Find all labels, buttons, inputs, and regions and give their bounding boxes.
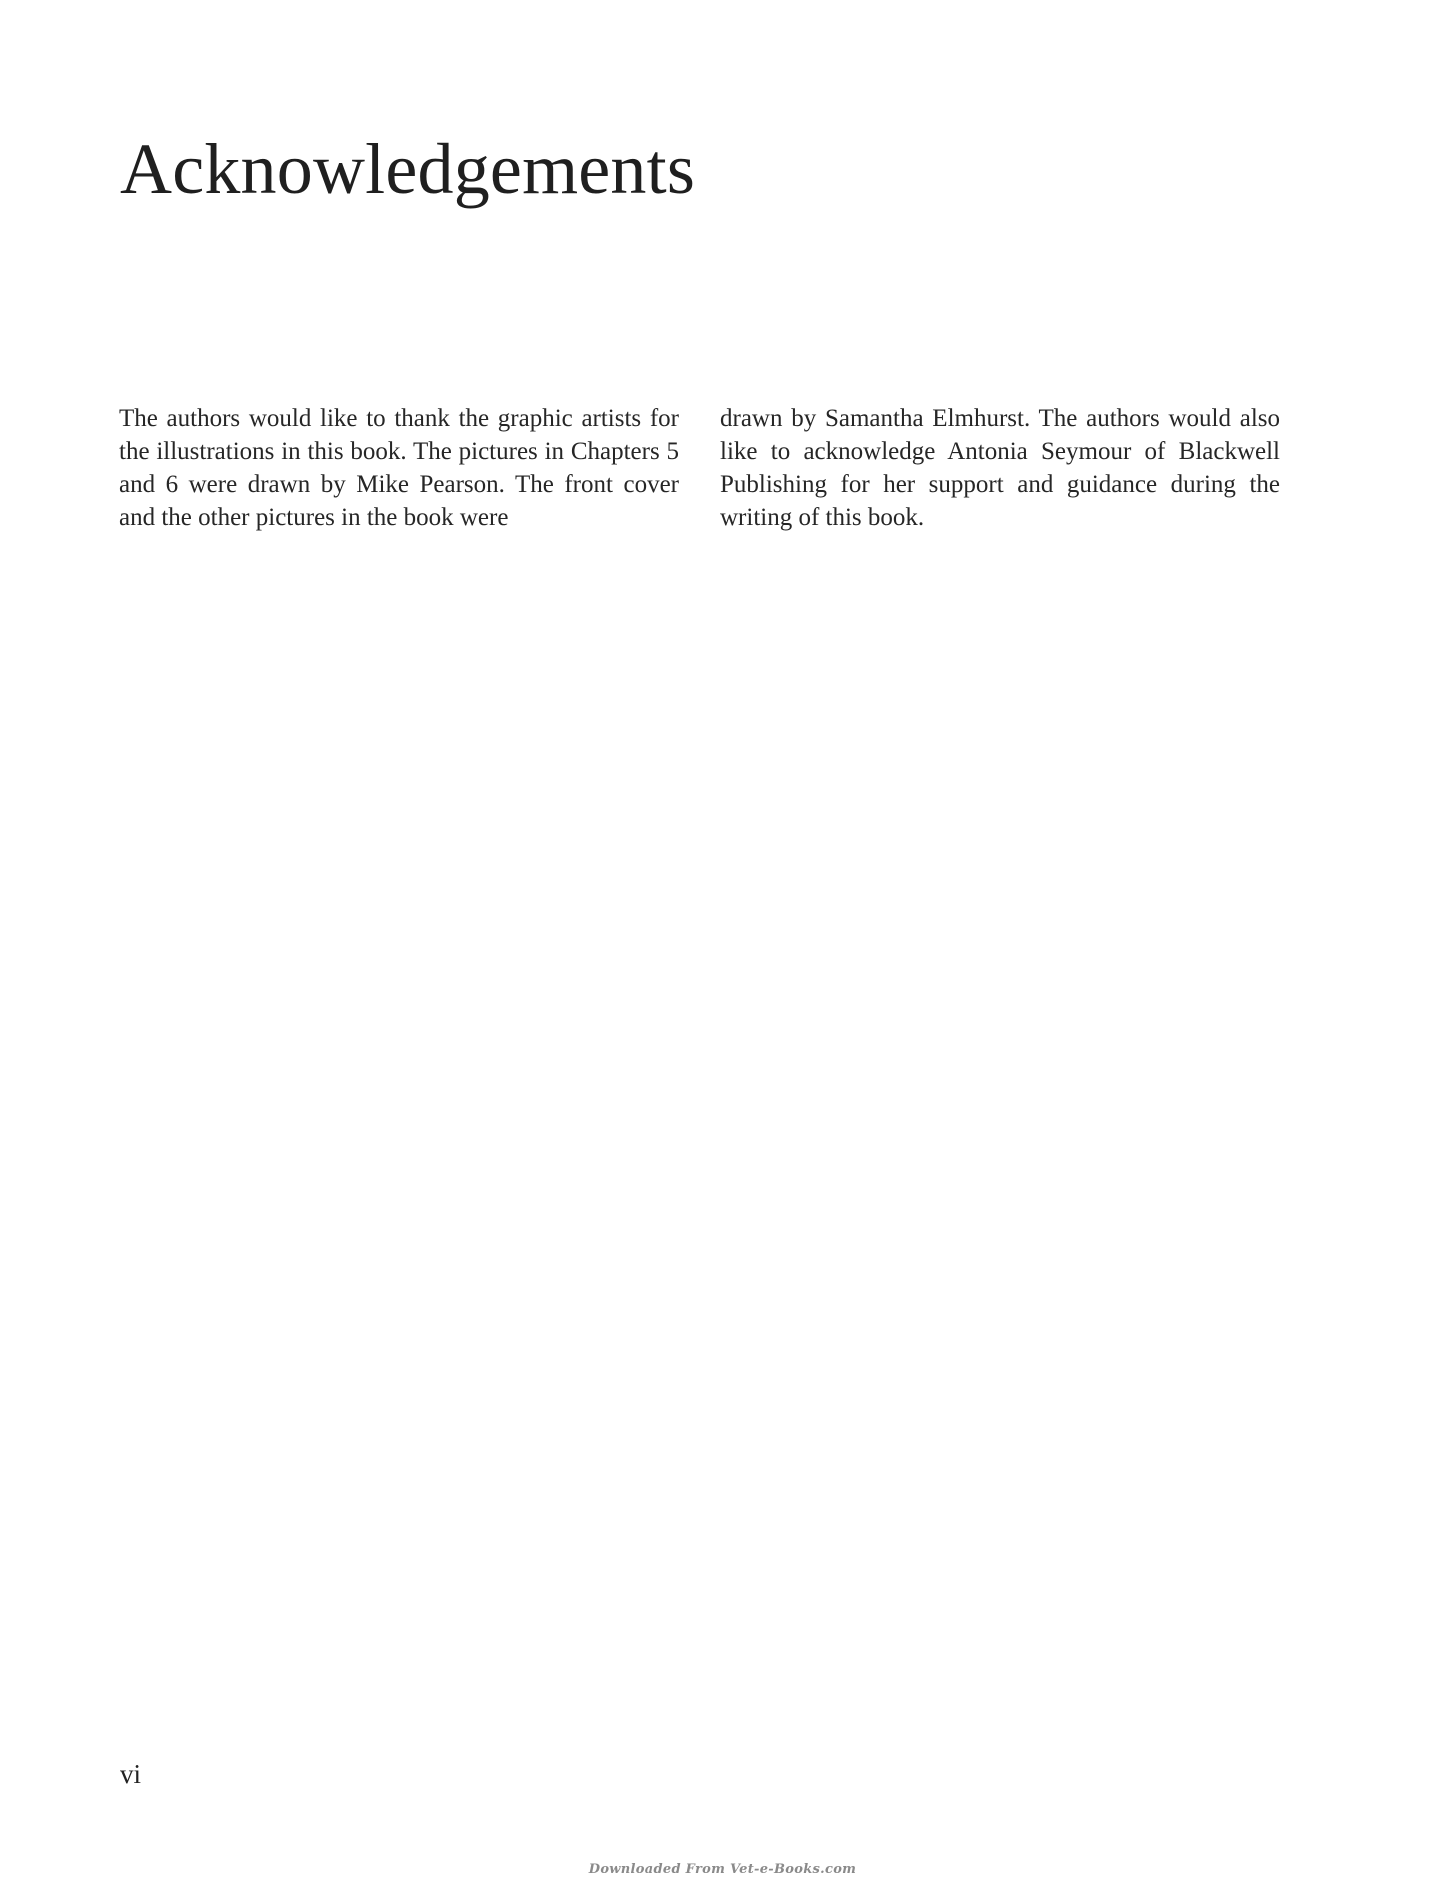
download-watermark: Downloaded From Vet-e-Books.com (588, 1862, 857, 1877)
page-number: vi (120, 1759, 142, 1789)
body-columns (119, 402, 1280, 534)
body-column-right (720, 402, 1280, 534)
body-column-left (119, 402, 679, 534)
body-text-right: drawn by Samantha Elmhurst. The authors would also like to acknowledge Antonia Seymour of Blackwell Publishing for her support and guidance during the writing of this book. (720, 405, 1280, 531)
body-text-left: The authors would like to thank the graphic artists for the illustrations in this book. The pictures in Chapters 5 and 6 were drawn by Mike Pearson. The front cover and the other pictures in the book were (119, 405, 679, 531)
page-heading: Acknowledgements (120, 129, 696, 209)
